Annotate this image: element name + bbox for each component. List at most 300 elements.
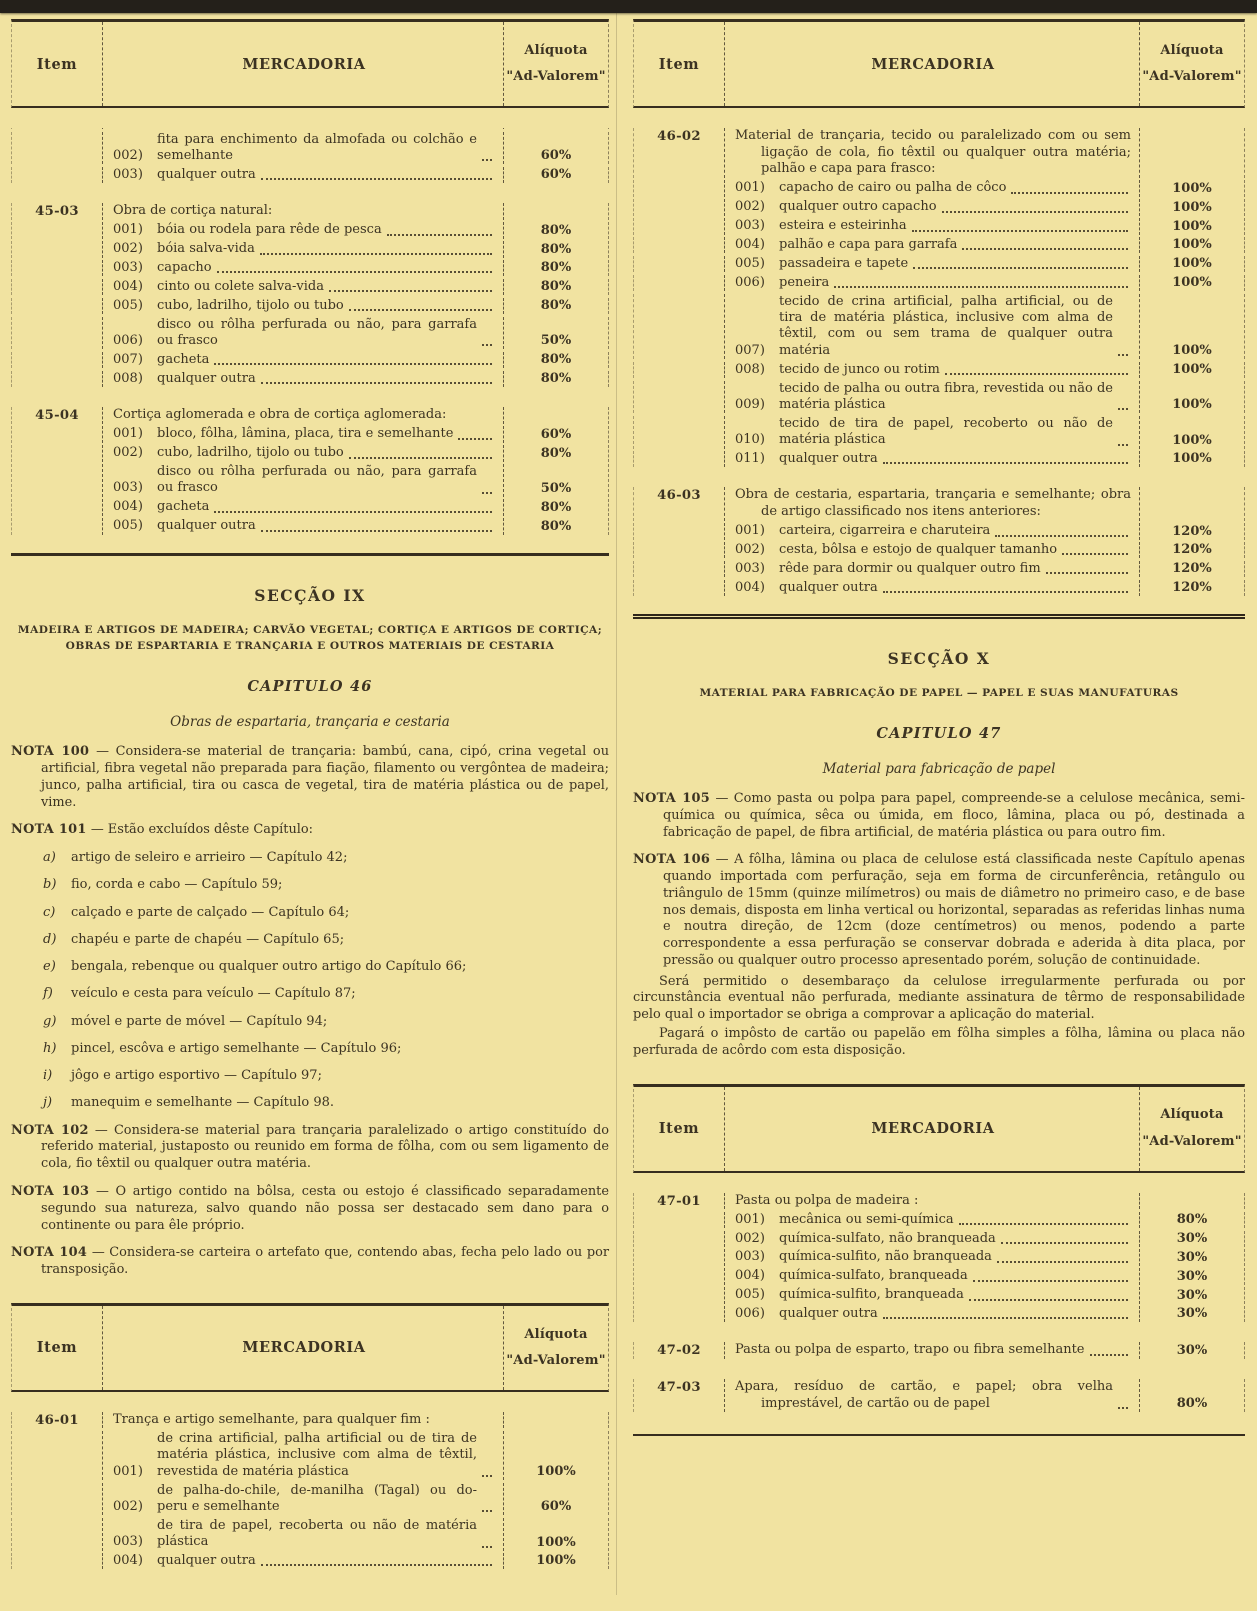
scan-edge-band <box>0 0 1257 13</box>
group-rate-cell <box>504 203 608 220</box>
col-header-item: Item <box>658 55 700 73</box>
subitem-code: 003) <box>113 260 143 275</box>
subitem-line <box>102 279 504 295</box>
rate-cell <box>1140 1268 1244 1284</box>
subitem-line <box>102 1483 504 1516</box>
dotted-leader <box>349 309 492 311</box>
dotted-leader <box>214 511 492 513</box>
group-rate-cell <box>1140 1379 1244 1412</box>
subitem-code: 001) <box>113 426 143 442</box>
subitem-text: capacho de cairo ou palha de côco <box>779 180 1007 196</box>
note-label: NOTA 106 <box>633 852 711 868</box>
dotted-leader <box>942 211 1128 213</box>
subitem-code: 001) <box>113 222 143 238</box>
section-subtitle-line1: MATERIAL PARA FABRICAÇÃO DE PAPEL — PAPEL E SUAS MANUFATURAS <box>699 687 1179 700</box>
subitem-line <box>724 294 1140 360</box>
dotted-leader <box>349 457 492 459</box>
subitem-line <box>724 362 1140 378</box>
note-item-text: veículo e cesta para veículo — Capítulo 87; <box>71 986 356 1002</box>
chapter-title: CAPITULO 47 <box>876 725 1002 743</box>
rate-cell <box>504 371 608 387</box>
dotted-leader <box>217 271 492 273</box>
subitem-line <box>724 523 1140 539</box>
tariff-page <box>0 13 1257 1595</box>
empty-item-cell <box>634 451 724 467</box>
note-text: — A fôlha, lâmina ou placa de celulose está classificada neste Capítulo apenas quando importada com perfuração, seja em forma de circunferência, retângulo ou triângulo de 15mm (quinze milímetros) ou mais de diâmetro no primeiro caso, e de base nos demais, disposta em linha vertical ou horizontal, separadas as referidas linhas numa e noutra direção, de 12cm (doze centímetros) ou menos, podendo a parte correspondente a essa perfuração se conservar dobrada e aderida à dita placa, por pressão ou qualquer outro processo apresentado porém, solução de continuidade. <box>663 852 1245 968</box>
rate-cell <box>504 1483 608 1516</box>
subitem-line <box>724 580 1140 596</box>
note-paragraph <box>11 1123 609 1173</box>
dotted-leader <box>1118 408 1128 410</box>
rate-cell <box>504 499 608 515</box>
dotted-leader <box>482 492 492 494</box>
group-title-cell <box>724 1379 1140 1412</box>
col-header-item: Item <box>36 1339 78 1357</box>
subitem-line <box>724 218 1140 234</box>
empty-item-cell <box>12 222 102 238</box>
note-block <box>11 1123 609 1173</box>
subitem-code: 001) <box>735 1211 765 1227</box>
item-code: 47-03 <box>657 1380 701 1396</box>
col-header-mercadoria: MERCADORIA <box>102 22 504 106</box>
subitem-code: 002) <box>113 445 143 461</box>
subitem-code: 005) <box>735 255 765 271</box>
rate-cell <box>1140 180 1244 196</box>
rate-value: 80% <box>540 260 572 276</box>
subitem-code: 004) <box>735 237 765 252</box>
group-title-row <box>633 128 1245 178</box>
tariff-table-47 <box>633 1084 1245 1437</box>
note-block <box>11 744 609 811</box>
group-title-cell <box>724 128 1140 178</box>
subitem-text: cubo, ladrilho, tijolo ou tubo <box>157 445 344 461</box>
table-row <box>11 426 609 442</box>
rate-value: 120% <box>1172 523 1212 539</box>
empty-item-cell <box>634 561 724 577</box>
dotted-leader <box>329 290 492 292</box>
subitem-code: 004) <box>735 579 765 595</box>
table-row <box>11 167 609 183</box>
note-item-text: chapéu e parte de chapéu — Capítulo 65; <box>71 931 345 947</box>
note-list-item <box>43 932 609 948</box>
item-code: 46-03 <box>657 488 701 504</box>
rate-value: 100% <box>1172 343 1212 359</box>
rate-cell <box>1140 199 1244 215</box>
subitem-text: química-sulfito, branqueada <box>779 1287 964 1303</box>
subitem-code: 002) <box>735 1230 765 1246</box>
empty-item-cell <box>634 256 724 272</box>
rate-cell <box>1140 218 1244 234</box>
dotted-leader <box>261 530 492 532</box>
note-item-text: artigo de seleiro e arrieiro — Capítulo 42; <box>71 850 348 866</box>
empty-item-cell <box>12 298 102 314</box>
rate-value: 80% <box>1176 1212 1208 1228</box>
chapter-title: CAPITULO 46 <box>247 678 373 696</box>
subitem-text: tecido de crina artificial, palha artificial, ou de tira de matéria plástica, inclusive com alma de têxtil, com ou sem trama de qualquer outra matéria <box>779 293 1113 358</box>
empty-item-cell <box>634 1268 724 1284</box>
table-header-row <box>11 19 609 108</box>
subitem-code: 007) <box>113 351 143 367</box>
note-item-text: pincel, escôva e artigo semelhante — Capítulo 96; <box>71 1040 402 1056</box>
rate-value: 30% <box>1176 1306 1208 1322</box>
subitem-text: palhão e capa para garrafa <box>779 237 958 252</box>
item-code-cell <box>12 203 102 220</box>
dotted-leader <box>1001 1242 1128 1244</box>
subitem-code: 003) <box>113 480 143 496</box>
empty-item-cell <box>12 167 102 183</box>
subitem-text: passadeira e tapete <box>779 255 909 271</box>
empty-item-cell <box>634 294 724 360</box>
col-header-item: Item <box>36 55 78 73</box>
empty-item-cell <box>634 218 724 234</box>
item-code-cell <box>634 1342 724 1359</box>
group-rate-cell <box>504 128 608 129</box>
empty-item-cell <box>12 518 102 534</box>
group-title-row <box>11 203 609 220</box>
group-title-line <box>113 1412 495 1429</box>
empty-item-cell <box>12 371 102 387</box>
dotted-leader <box>482 1546 492 1548</box>
table-row <box>633 523 1245 539</box>
rate-cell <box>504 132 608 165</box>
dotted-leader <box>834 286 1128 288</box>
subitem-line <box>724 1212 1140 1228</box>
note-list-item <box>43 959 609 975</box>
subitem-code: 002) <box>113 1498 143 1514</box>
note-block <box>11 1184 609 1234</box>
subitem-code: 004) <box>113 278 143 294</box>
notes-list <box>633 791 1245 1059</box>
subitem-text: fita para enchimento da almofada ou colchão e semelhante <box>157 131 477 163</box>
note-extra-paragraphs <box>633 974 1245 1060</box>
rate-cell <box>1140 1231 1244 1247</box>
dotted-leader <box>1046 572 1128 574</box>
dotted-leader <box>261 382 492 384</box>
group-title-cell <box>102 128 504 129</box>
subitem-code: 006) <box>113 333 143 348</box>
note-text: — Considera-se material para trançaria paralelizado o artigo constituído do referido material, justaposto ou reunido em forma de fôlha, com ou sem ligamento de cola, fio têxtil ou qualquer outra matéria. <box>41 1122 609 1172</box>
subitem-code: 005) <box>113 297 143 313</box>
rate-cell <box>504 1518 608 1551</box>
rate-value: 100% <box>1172 275 1212 291</box>
subitem-text: capacho <box>157 260 212 275</box>
table-row <box>633 256 1245 272</box>
note-label: NOTA 101 <box>11 822 87 838</box>
empty-item-cell <box>12 1431 102 1480</box>
table-row <box>633 1287 1245 1303</box>
table-row <box>11 279 609 295</box>
empty-item-cell <box>634 1212 724 1228</box>
rate-value: 80% <box>540 499 572 515</box>
table-row <box>11 445 609 461</box>
item-code: 45-03 <box>35 204 79 220</box>
subitem-text: carteira, cigarreira e charuteira <box>779 523 991 539</box>
rate-value: 100% <box>1172 237 1212 253</box>
subitem-text: cubo, ladrilho, tijolo ou tubo <box>157 297 344 313</box>
table-row <box>11 317 609 350</box>
rate-value: 100% <box>1172 199 1212 215</box>
note-extra-paragraph: Pagará o impôsto de cartão ou papelão em fôlha simples a fôlha, lâmina ou placa não perfurada de acôrdo com esta disposição. <box>633 1026 1245 1058</box>
table-row <box>11 1431 609 1480</box>
item-code-cell <box>634 487 724 520</box>
note-item-letter: f) <box>43 986 53 1002</box>
subitem-code: 001) <box>735 523 765 539</box>
note-item-text: fio, corda e cabo — Capítulo 59; <box>71 877 283 893</box>
subitem-line <box>724 1306 1140 1322</box>
dotted-leader <box>962 248 1128 250</box>
tariff-table-46-left <box>11 1303 609 1570</box>
note-label: NOTA 103 <box>11 1184 90 1199</box>
group-title-row <box>11 1412 609 1429</box>
subitem-line <box>102 371 504 387</box>
table-row <box>11 1553 609 1569</box>
subitem-text: tecido de junco ou rotim <box>779 361 940 377</box>
rate-value: 30% <box>1176 1343 1208 1359</box>
rate-value: 100% <box>1172 218 1212 234</box>
rate-value: 80% <box>540 298 572 314</box>
empty-item-cell <box>12 445 102 461</box>
table-row <box>633 1212 1245 1228</box>
subitem-text: qualquer outra <box>779 451 878 466</box>
table-row <box>633 1306 1245 1322</box>
table-row <box>633 362 1245 378</box>
subitem-line <box>102 241 504 257</box>
note-item-letter: g) <box>43 1013 57 1029</box>
dotted-leader <box>260 253 492 255</box>
table-row <box>633 451 1245 467</box>
rate-cell <box>504 241 608 257</box>
subitem-code: 003) <box>735 218 765 234</box>
subitem-line <box>102 352 504 368</box>
group-rate-cell <box>1140 487 1244 520</box>
section-subtitle-line2: OBRAS DE ESPARTARIA E TRANÇARIA E OUTROS MATERIAIS DE CESTARIA <box>65 640 555 653</box>
subitem-code: 001) <box>113 1463 143 1479</box>
rate-value: 80% <box>540 445 572 461</box>
note-item-letter: j) <box>43 1095 53 1111</box>
dotted-leader <box>1118 444 1128 446</box>
rate-cell <box>504 352 608 368</box>
empty-item-cell <box>12 1518 102 1551</box>
rate-cell <box>504 317 608 350</box>
rate-cell <box>504 1553 608 1569</box>
dotted-leader <box>883 591 1128 593</box>
dotted-leader <box>1090 1354 1129 1356</box>
table-row <box>633 1268 1245 1284</box>
subitem-line <box>102 518 504 534</box>
subitem-text: bloco, fôlha, lâmina, placa, tira e semelhante <box>157 426 454 442</box>
rate-value: 100% <box>1172 362 1212 377</box>
note-item-text: bengala, rebenque ou qualquer outro artigo do Capítulo 66; <box>71 959 467 975</box>
table-row <box>633 580 1245 596</box>
note-list-item <box>43 1014 609 1030</box>
group-title-cell <box>724 487 1140 520</box>
rate-value: 100% <box>1172 256 1212 272</box>
empty-item-cell <box>634 180 724 196</box>
group-title-line <box>735 487 1131 520</box>
table-row <box>11 499 609 515</box>
table-row <box>11 371 609 387</box>
table-row <box>11 352 609 368</box>
group-rate-cell <box>504 1412 608 1429</box>
note-text: — O artigo contido na bôlsa, cesta ou estojo é classificado separadamente segundo sua natureza, salvo quando não possa ser destacado sem dano para o continente ou para êle próprio. <box>41 1184 609 1233</box>
rate-value: 50% <box>540 480 572 496</box>
subitem-text: cinto ou colete salva-vida <box>157 278 324 294</box>
subitem-text: qualquer outra <box>157 518 256 534</box>
rate-value: 120% <box>1172 561 1212 577</box>
group-rate-cell <box>1140 1342 1244 1359</box>
empty-item-cell <box>634 275 724 291</box>
rate-cell <box>504 1431 608 1480</box>
subitem-text: tecido de tira de papel, recoberto ou não de matéria plástica <box>779 415 1113 448</box>
subitem-line <box>724 1231 1140 1247</box>
subitem-line <box>102 132 504 165</box>
note-block <box>633 852 1245 1059</box>
dotted-leader <box>997 1261 1128 1263</box>
table-row <box>11 1483 609 1516</box>
notes-list <box>11 744 609 1278</box>
subitem-code: 002) <box>735 199 765 215</box>
rate-value: 120% <box>1172 542 1212 558</box>
note-paragraph <box>11 1245 609 1279</box>
note-paragraph <box>11 822 609 839</box>
empty-item-cell <box>634 416 724 449</box>
subitem-line <box>102 298 504 314</box>
subitem-line <box>102 1553 504 1569</box>
subitem-line <box>724 180 1140 196</box>
subitem-line <box>102 499 504 515</box>
aliquota-label-line1: Alíquota <box>524 1326 588 1342</box>
rate-cell <box>1140 416 1244 449</box>
col-header-mercadoria: MERCADORIA <box>724 1087 1140 1171</box>
group-rate-cell <box>1140 128 1244 178</box>
group-title: Material de trançaria, tecido ou paralelizado com ou sem ligação de cola, fio têxtil ou qualquer outra matéria; palhão e capa para frasco: <box>735 128 1131 177</box>
subitem-code: 003) <box>113 166 143 182</box>
subitem-code: 002) <box>113 241 143 257</box>
table-row <box>633 237 1245 253</box>
note-item-text: móvel e parte de móvel — Capítulo 94; <box>71 1013 328 1029</box>
subitem-text: de palha-do-chile, de-manilha (Tagal) ou do-peru e semelhante <box>157 1482 477 1514</box>
subitem-text: qualquer outra <box>779 1306 878 1322</box>
subitem-code: 011) <box>735 451 765 466</box>
subitem-text: qualquer outra <box>157 166 256 182</box>
note-block <box>11 822 609 1111</box>
table-row <box>11 464 609 497</box>
note-label: NOTA 104 <box>11 1245 88 1261</box>
section-subtitle-line1: MADEIRA E ARTIGOS DE MADEIRA; CARVÃO VEGETAL; CORTIÇA E ARTIGOS DE CORTIÇA; <box>17 623 603 636</box>
rate-value: 60% <box>540 1499 572 1515</box>
dotted-leader <box>995 535 1128 537</box>
section-subtitle <box>17 622 603 656</box>
subitem-text: qualquer outra <box>157 370 256 386</box>
subitem-line <box>724 542 1140 558</box>
subitem-line <box>102 167 504 183</box>
table-row <box>633 180 1245 196</box>
table-row <box>633 218 1245 234</box>
dotted-leader <box>883 1317 1128 1319</box>
item-code: 46-01 <box>35 1412 79 1428</box>
group-title: Pasta ou polpa de esparto, trapo ou fibra semelhante <box>735 1342 1085 1358</box>
subitem-line <box>102 464 504 497</box>
table-row <box>11 260 609 276</box>
section-title: SECÇÃO X <box>887 649 991 669</box>
subitem-text: de tira de papel, recoberta ou não de matéria plástica <box>157 1517 477 1550</box>
subitem-line <box>724 1249 1140 1265</box>
dotted-leader <box>1062 553 1128 555</box>
rate-cell <box>1140 237 1244 253</box>
note-paragraph <box>11 1184 609 1234</box>
empty-item-cell <box>12 279 102 295</box>
table-row <box>633 542 1245 558</box>
subitem-code: 004) <box>113 1553 143 1569</box>
dotted-leader <box>973 1280 1128 1282</box>
empty-item-cell <box>12 352 102 368</box>
table-row <box>11 518 609 534</box>
dotted-leader <box>261 1564 492 1566</box>
rate-cell <box>1140 542 1244 558</box>
dotted-leader <box>969 1299 1128 1301</box>
table-row <box>11 298 609 314</box>
col-header-aliquota <box>1140 1087 1244 1171</box>
rate-cell <box>504 260 608 276</box>
empty-item-cell <box>634 362 724 378</box>
dotted-leader <box>214 363 492 365</box>
subitem-text: tecido de palha ou outra fibra, revestida ou não de matéria plástica <box>779 380 1113 412</box>
subitem-line <box>102 317 504 350</box>
group-title-row <box>633 1379 1245 1412</box>
dotted-leader <box>482 159 492 161</box>
note-item-letter: h) <box>43 1040 57 1056</box>
empty-item-cell <box>634 542 724 558</box>
rate-value: 80% <box>540 352 572 368</box>
subitem-code: 002) <box>113 147 143 163</box>
group-title: Obra de cortiça natural: <box>113 203 273 219</box>
rate-value: 80% <box>540 518 572 534</box>
aliquota-label-line1: Alíquota <box>1160 1107 1224 1123</box>
empty-item-cell <box>12 464 102 497</box>
rate-cell <box>1140 1287 1244 1303</box>
dotted-leader <box>1118 1407 1128 1409</box>
rate-cell <box>504 222 608 238</box>
subitem-text: gacheta <box>157 499 210 515</box>
note-text: — Considera-se carteira o artefato que, contendo abas, fecha pelo lado ou por transposição. <box>41 1245 609 1278</box>
subitem-code: 004) <box>113 499 143 515</box>
col-header-aliquota <box>504 1306 608 1390</box>
note-paragraph <box>11 744 609 811</box>
subitem-code: 005) <box>735 1287 765 1303</box>
subitem-code: 001) <box>735 180 765 196</box>
subitem-text: qualquer outra <box>779 579 878 595</box>
rate-value: 100% <box>1172 180 1212 196</box>
table-row <box>633 381 1245 414</box>
dotted-leader <box>261 178 492 180</box>
subitem-line <box>724 561 1140 577</box>
note-item-letter: a) <box>43 850 56 866</box>
table-row <box>633 1249 1245 1265</box>
col-header-item: Item <box>658 1120 700 1138</box>
group-title-cell <box>724 1193 1140 1210</box>
subitem-line <box>102 260 504 276</box>
table-header-row <box>11 1303 609 1392</box>
dotted-leader <box>387 234 492 236</box>
group-title-line <box>113 203 495 220</box>
note-sublist <box>11 850 609 1112</box>
aliquota-label-line2: "Ad-Valorem" <box>506 1352 606 1368</box>
subitem-line <box>724 199 1140 215</box>
subitem-line <box>724 256 1140 272</box>
rate-value: 120% <box>1172 580 1212 596</box>
item-code-cell <box>634 128 724 178</box>
rate-value: 80% <box>540 241 572 257</box>
